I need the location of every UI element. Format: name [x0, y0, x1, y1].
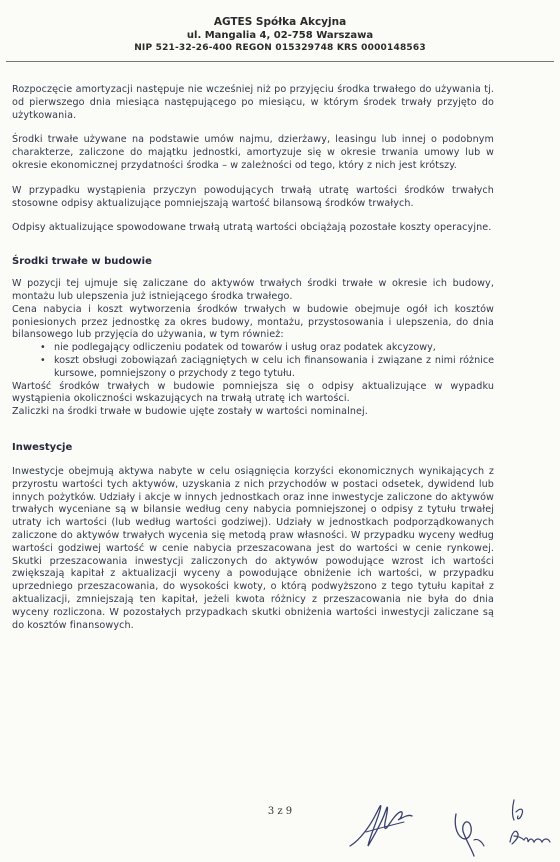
paragraph-impairment: W przypadku wystąpienia przyczyn powodujących trwałą utratę wartości środków trwałych stosowne odpisy aktualizujące pomniejszają wartość bilansową środków trwałych. [12, 184, 494, 209]
company-address: ul. Mangalia 4, 02-758 Warszawa [186, 30, 374, 41]
paragraph-amortization-start: Rozpoczęcie amortyzacji następuje nie wcześniej niż po przyjęciu środka trwałego do używania tj. od pierwszego dnia miesiąca następującego po miesiącu, w którym środek trwały przyjęto do użytkowania. [12, 84, 494, 121]
paragraph-construction-definition: W pozycji tej ujmuje się zaliczane do aktywów trwałych środki trwałe w okresie ich budowy, montażu lub ulepszenia już istniejącego środka trwałego. [12, 278, 494, 302]
letterhead [0, 16, 560, 55]
paragraph-investments: Inwestycje obejmują aktywa nabyte w celu osiągnięcia korzyści ekonomicznych wynikających z przyrostu wartości tych aktywów, uzyskania z nich przychodów w postaci odsetek, dywidend lub innych pożytków. Udziały i akcje w innych jednostkach oraz inne inwestycje zaliczone do aktywów trwałych wyceniane są w bilansie według ceny nabycia pomniejszonej o odpisy z tytułu trwałej utraty ich wartości (lub według wartości godziwej). Udziały w jednostkach podporządkowanych zaliczone do aktywów trwałych wycenia się metodą praw własności. W przypadku wyceny według wartości godziwej wartość w cenie nabycia przeszacowana jest do wartości w cenie rynkowej. Skutki przeszacowania inwestycji zaliczonych do aktywów powodujące wzrost ich wartości zwiększają kapitał z aktualizacji wyceny a powodujące obniżenie ich wartości, w przypadku uprzedniego przeszacowania, do wysokości kwoty, o którą podwyższono z tego tytułu kapitał z aktualizacji, zmniejszają ten kapitał, jeżeli kwota różnicy z przeszacowania nie była do dnia wyceny rozliczona. W pozostałych przypadkach skutki obniżenia wartości inwestycji zaliczane są do kosztów finansowych. [12, 465, 494, 631]
section-heading-investments: Inwestycje [12, 441, 73, 453]
paragraph-construction-cost: Cena nabycia i koszt wytworzenia środków trwałych w budowie obejmuje ogół ich kosztów poniesionych przez jednostkę za okres budowy, montażu, przystosowania i ulepszenia, do dnia bilansowego lub przyjęcia do używania, w tym również: [12, 303, 494, 341]
header-divider [6, 61, 554, 62]
page-number: 3 z 9 [267, 806, 293, 817]
signature-2 [448, 804, 488, 858]
signature-3 [504, 792, 558, 858]
paragraph-advances: Zaliczki na środki trwałe w budowie ujęte zostały w wartości nominalnej. [12, 406, 368, 418]
construction-cost-list [12, 342, 494, 380]
section-heading-construction: Środki trwałe w budowie [12, 256, 152, 268]
paragraph-construction-impairment: Wartość środków trwałych w budowie pomniejsza się o odpisy aktualizujące w wypadku wystąpienia okoliczności wskazujących na trwałą utratę ich wartości. [12, 380, 494, 405]
signature-1 [346, 796, 416, 854]
paragraph-impairment-costs: Odpisy aktualizujące spowodowane trwałą utratą wartości obciążają pozostałe koszty operacyjne. [12, 222, 492, 234]
list-item: • koszt obsługi zobowiązań zaciągniętych w celu ich finansowania i związane z nimi różnice kursowe, pomniejszony o przychody z tego tytułu. [40, 355, 494, 381]
paragraph-leased-assets: Środki trwałe używane na podstawie umów najmu, dzierżawy, leasingu lub innej o podobnym charakterze, zaliczone do majątku jednostki, amortyzuje się w okresie trwania umowy lub w okresie ekonomicznej przydatności środka – w zależności od tego, który z nich jest krótszy. [12, 134, 494, 171]
document-body [12, 84, 494, 632]
company-name: AGTES Spółka Akcyjna [213, 16, 347, 28]
company-identifiers: NIP 521-32-26-400 REGON 015329748 KRS 0000148563 [134, 43, 426, 53]
list-item: • nie podlegający odliczeniu podatek od towarów i usług oraz podatek akcyzowy, [40, 342, 494, 355]
